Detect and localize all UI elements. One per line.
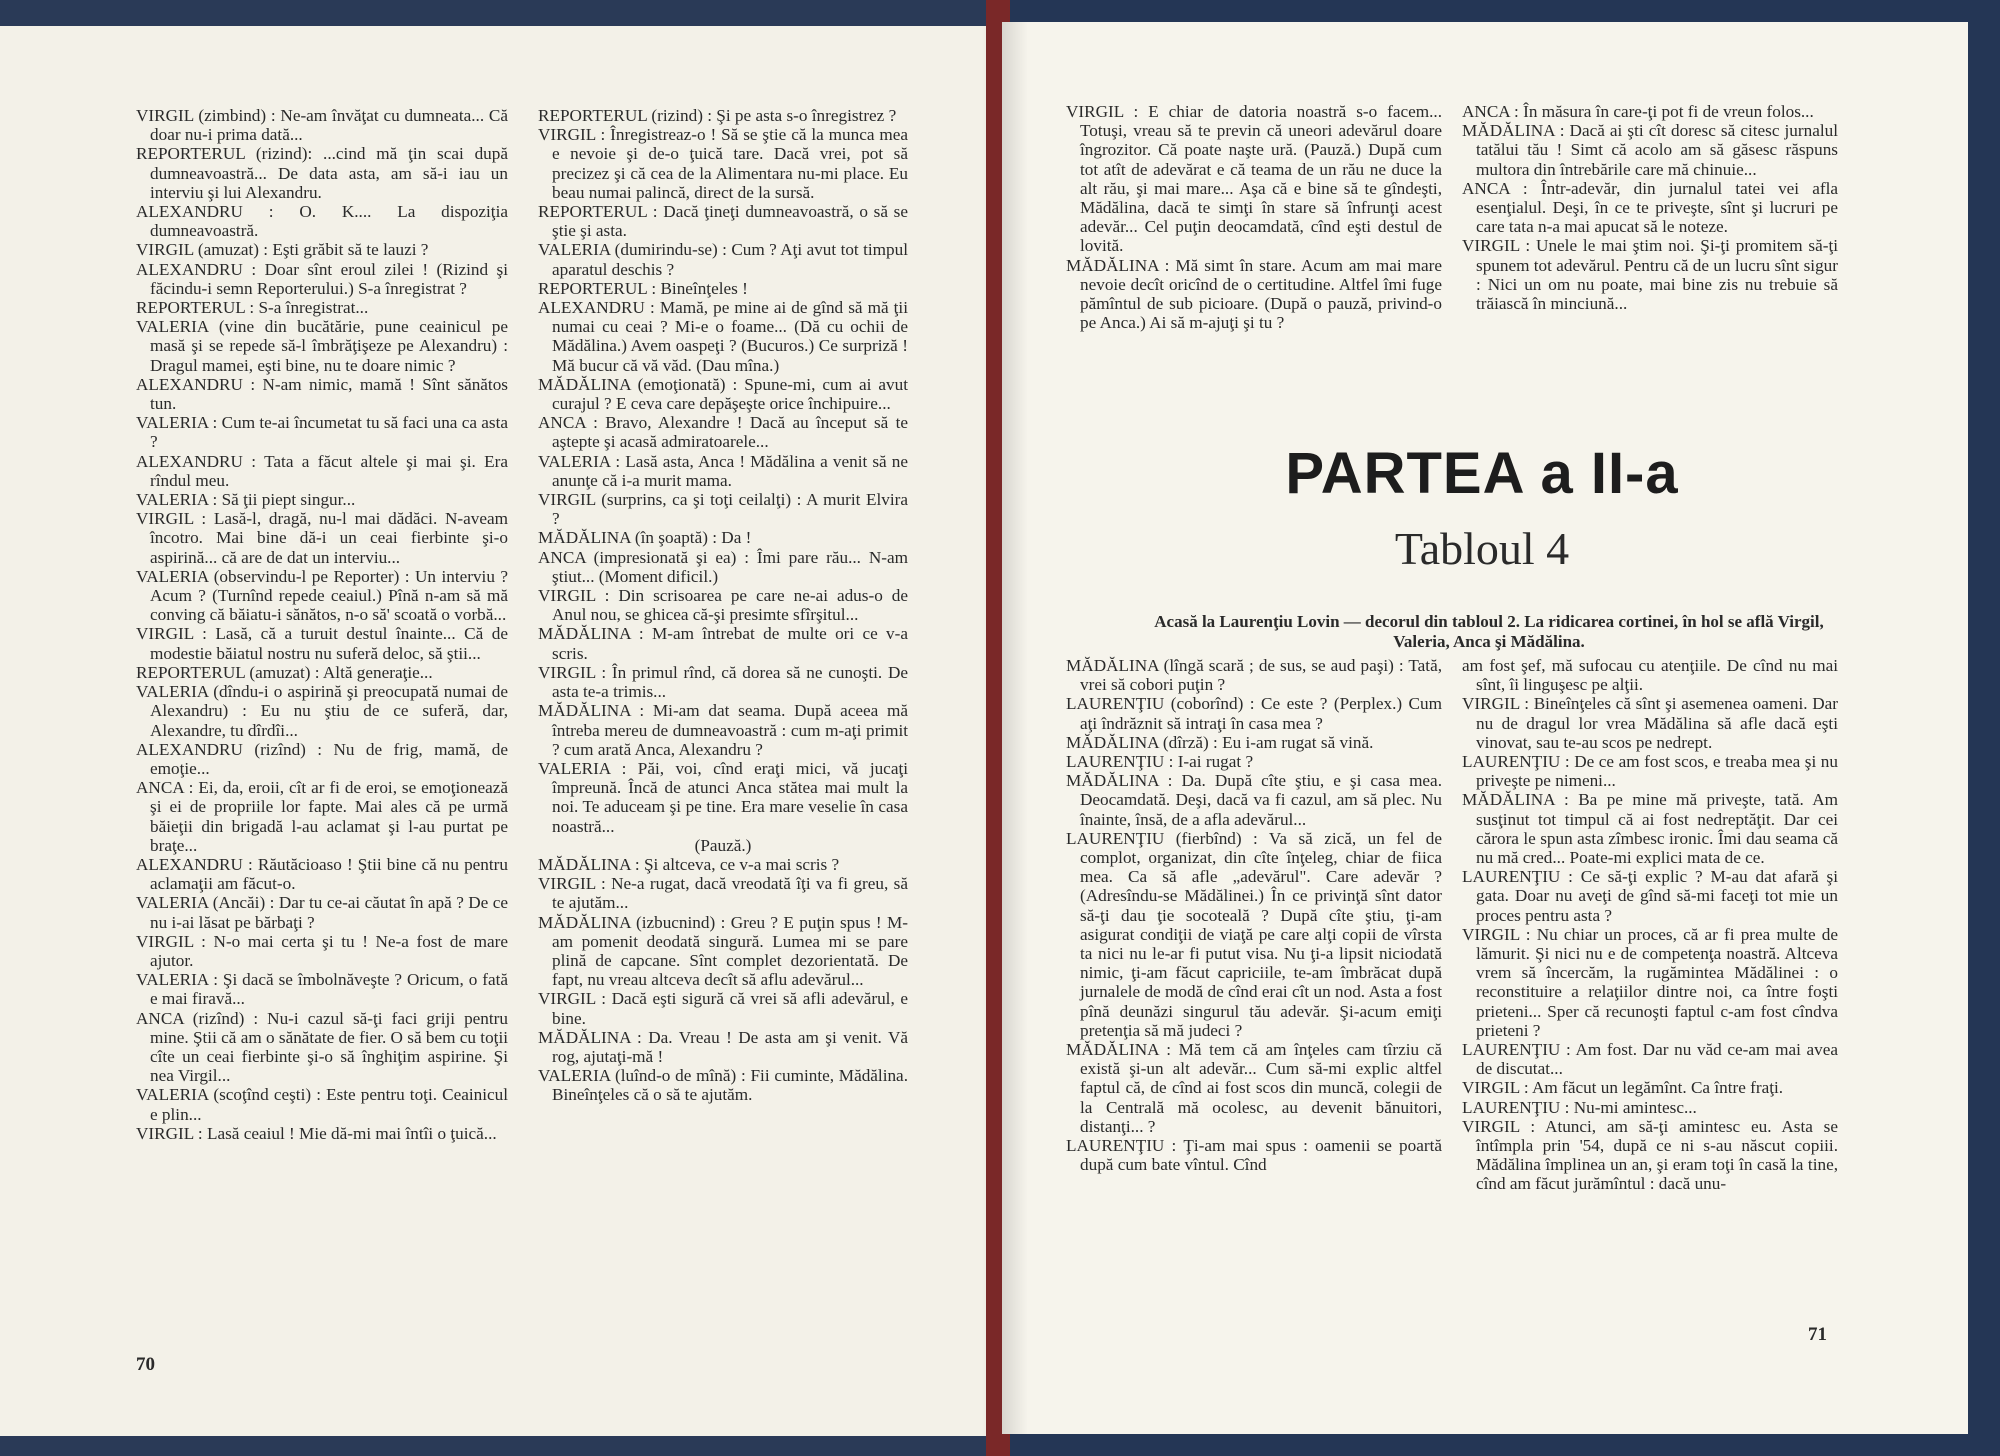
dialogue-line: VIRGIL : Am făcut un legămînt. Ca între fraţi. <box>1462 1078 1784 1098</box>
dialogue-line: REPORTERUL : Dacă ţineţi dumneavoastră, o să se ştie şi asta. <box>538 202 908 241</box>
dialogue-line: ANCA : În măsura în care-ţi pot fi de vreun folos... <box>1462 102 1814 121</box>
dialogue-line: MĂDĂLINA (emoţionată) : Spune-mi, cum ai avut curajul ? E ceva care depăşeşte orice închipuire... <box>538 374 908 414</box>
dialogue-line: REPORTERUL (amuzat) : Altă generaţie... <box>136 662 433 682</box>
dialogue-line: LAURENŢIU : Am fost. Dar nu văd ce-am mai avea de discutat... <box>1462 1040 1838 1079</box>
dialogue-line: VIRGIL : Lasă, că a turuit destul înainte... Că de modestie băiatul nostru nu suferă deloc, să ştii... <box>136 624 508 663</box>
dialogue-line: ANCA (impresionată şi ea) : Îmi pare rău... N-am ştiut... (Moment dificil.) <box>538 547 908 586</box>
dialogue-line: VIRGIL (zimbind) : Ne-am învăţat cu dumneata... Că doar nu-i prima dată... <box>136 106 508 145</box>
dialogue-line: VALERIA (dîndu-i o aspirină şi preocupată numai de Alexandru) : Eu nu ştiu de ce suferă, dar, Alexandre, tu dîrdîi... <box>136 682 508 740</box>
dialogue-line: ANCA : Bravo, Alexandre ! Dacă au început să te aştepte şi acasă admiratoarele... <box>538 413 908 452</box>
tableau-title: Tabloul 4 <box>1394 523 1570 574</box>
dialogue-line: MĂDĂLINA (în şoaptă) : Da ! <box>538 528 752 548</box>
dialogue-line: ALEXANDRU (rizînd) : Nu de frig, mamă, de emoţie... <box>136 739 508 778</box>
dialogue-line: VALERIA (luînd-o de mînă) : Fii cuminte, Mădălina. Bineînţeles că o să te ajutăm. <box>538 1066 908 1105</box>
right-gutter-shadow <box>1002 22 1028 1434</box>
dialogue-line: VIRGIL : N-o mai certa şi tu ! Ne-a fost de mare ajutor. <box>136 931 508 970</box>
left-column-2 <box>538 106 908 1356</box>
left-column-1 <box>136 106 508 1356</box>
dialogue-line: LAURENŢIU : De ce am fost scos, e treaba mea şi nu priveşte pe nimeni... <box>1462 752 1838 791</box>
stage-direction: Acasă la Laurenţiu Lovin — decorul din tabloul 2. La ridicarea cortinei, în hol se află Virgil, Valeria, Anca şi Mădălina. <box>1154 612 1824 651</box>
dialogue-line: VIRGIL : Înregistreaz-o ! Să se ştie că la munca mea e nevoie şi de-o ţuică tare. Dacă vrei, pot să precizez şi că cea de la Alimentara nu-mi place. Eu beau numai palincă, direct de la sursă. <box>538 125 908 202</box>
dialogue-line: VIRGIL : Atunci, am să-ţi amintesc eu. Asta se întîmpla prin '54, după ce ni s-au născut copiii. Mădălina împlinea un an, şi eram toţi în casă la tine, cînd am făcut jurămîntul : dacă unu- <box>1462 1116 1838 1194</box>
dialogue-line: VALERIA (Ancăi) : Dar tu ce-ai căutat în apă ? De ce nu i-ai lăsat pe bărbaţi ? <box>136 893 508 932</box>
part-title: PARTEA a II-a <box>1285 441 1679 506</box>
right-page <box>1002 22 1968 1434</box>
dialogue-line: LAURENŢIU (fierbînd) : Va să zică, un fel de complot, organizat, din cîte înţeleg, chiar de fiica mea. Ca să afle „adevărul". Care adevăr ? (Adresîndu-se Mădălinei.) În ce privinţă sînt dator să-ţi dau ţie socoteală ? După cîte ştiu, ţi-am asigurat condiţii de viaţă pe care alţi copii de vîrsta ta nici nu le-ar fi putut visa. Nu ţi-a lipsit niciodată nimic, ţi-am făcut capriciile, te-am îmbrăcat după jurnalele de modă de cînd erai cît un nod. Asta a fost pînă deunăzi singurul tău adevăr. Şi-acum emiţi pretenţia să mă judeci ? <box>1066 828 1442 1040</box>
dialogue-line: ALEXANDRU : Tata a făcut altele şi mai şi. Era rîndul meu. <box>136 451 508 490</box>
dialogue-line: VALERIA : Păi, voi, cînd eraţi mici, vă jucaţi împreună. Încă de atunci Anca stătea mai mult la noi. Te aduceam şi pe tine. Era mare veselie în casa noastră... <box>538 758 908 836</box>
dialogue-line: MĂDĂLINA : Da. Vreau ! De asta am şi venit. Vă rog, ajutaţi-mă ! <box>538 1027 908 1066</box>
dialogue-line: MĂDĂLINA : Şi altceva, ce v-a mai scris ? <box>538 854 840 874</box>
dialogue-line: MĂDĂLINA (dîrză) : Eu i-am rugat să vină. <box>1066 732 1374 752</box>
dialogue-line: MĂDĂLINA : Mi-am dat seama. După aceea mă întreba mereu de dumneavoastră : cum m-aţi primit ? cum arată Anca, Alexandru ? <box>538 701 908 759</box>
right-column-2-bottom <box>1462 656 1838 1346</box>
dialogue-line: LAURENŢIU : Ţi-am mai spus : oamenii se poartă după cum bate vîntul. Cînd <box>1066 1136 1442 1175</box>
right-column-1-top <box>1066 102 1442 392</box>
dialogue-line: LAURENŢIU : Ce să-ţi explic ? M-au dat afară şi gata. Doar nu aveţi de gînd să-mi faceţi tot mie un proces pentru asta ? <box>1462 867 1838 925</box>
dialogue-line: MĂDĂLINA : Mă tem că am înţeles cam tîrziu că există şi-un alt adevăr... Cum să-mi explic altfel faptul că, de cînd ai fost scos din muncă, colegii de la Centrală mă ocolesc, au devenit bănuitori, distanţi... ? <box>1066 1040 1442 1136</box>
dialogue-line: MĂDĂLINA : Ba pe mine mă priveşte, tată. Am susţinut tot timpul că ai fost nedreptăţit. Dar cei cărora le spun asta zîmbesc ironic. Îmi dau seama că nu mă cred... Poate-mi explici mata de ce. <box>1462 790 1838 868</box>
dialogue-line: MĂDĂLINA (lîngă scară ; de sus, se aud paşi) : Tată, vrei să cobori puţin ? <box>1066 656 1442 695</box>
dialogue-line: ALEXANDRU : Răutăcioaso ! Ştii bine că nu pentru aclamaţii am făcut-o. <box>136 854 508 894</box>
dialogue-line: REPORTERUL : Bineînţeles ! <box>538 278 748 298</box>
dialogue-line: ANCA (rizînd) : Nu-i cazul să-ţi faci griji pentru mine. Ştii că am o sănătate de fier. O să bem cu toţii cîte un ceai fierbinte şi-o să înghiţim aspirine. Şi nea Virgil... <box>136 1008 508 1086</box>
dialogue-line: VIRGIL : Lasă-l, dragă, nu-l mai dădăci. N-aveam încotro. Mai bine dă-i un ceai fierbinte şi-o aspirină... că are de dat un interviu... <box>136 509 508 567</box>
dialogue-line: am fost şef, mă sufocau cu atenţiile. De cînd nu mai sînt, îi linguşesc pe alţii. <box>1462 656 1838 695</box>
dialogue-line: MĂDĂLINA (izbucnind) : Greu ? E puţin spus ! M-am pomenit deodată singură. Lumea mi se pare plină de capcane. Sînt complet dezorientată. De fapt, nu vreau altceva decît să aflu adevărul... <box>538 912 908 990</box>
right-column-2-top <box>1462 102 1838 402</box>
dialogue-line: MĂDĂLINA : Dacă ai şti cît doresc să citesc jurnalul tatălui tău ! Simt că acolo am să găsesc răspuns multora din întrebările care mă chinuie... <box>1462 121 1838 179</box>
dialogue-line: VIRGIL : Dacă eşti sigură că vrei să afli adevărul, e bine. <box>538 989 908 1028</box>
page-number-left: 70 <box>136 1354 155 1375</box>
dialogue-line: VIRGIL : Ne-a rugat, dacă vreodată îţi va fi greu, să te ajutăm... <box>538 874 908 913</box>
dialogue-line: VALERIA : Cum te-ai încumetat tu să faci una ca asta ? <box>136 413 508 452</box>
dialogue-line: ANCA : Ei, da, eroii, cît ar fi de eroi, se emoţionează şi ei de propriile lor fapte. Mai ales că pe urmă băieţii din brigadă l-au aclamat şi l-au purtat pe braţe... <box>136 778 508 855</box>
dialogue-line: VIRGIL : Unele le mai ştim noi. Şi-ţi promitem să-ţi spunem tot adevărul. Pentru că de un lucru sînt sigur : Nici un om nu poate, mai bine zis nu trebuie să trăiască în minciună... <box>1462 236 1838 314</box>
dialogue-line: ALEXANDRU : Mamă, pe mine ai de gînd să mă ţii numai cu ceai ? Mi-e o foame... (Dă cu ochii de Mădălina.) Avem oaspeţi ? (Bucuros.) Ce surpriză ! Mă bucur că vă văd. (Dau mîna.) <box>538 298 908 375</box>
dialogue-line: REPORTERUL : S-a înregistrat... <box>136 298 369 318</box>
dialogue-line: VALERIA (observindu-l pe Reporter) : Un interviu ? Acum ? (Turnînd repede ceaiul.) Pînă n-am să mă conving că băiatu-i sănătos, n-o să' scoată o vorbă... <box>136 566 508 625</box>
dialogue-line: LAURENŢIU (coborînd) : Ce este ? (Perplex.) Cum aţi îndrăznit să intraţi în casa mea ? <box>1066 694 1442 733</box>
dialogue-line: VALERIA : Lasă asta, Anca ! Mădălina a venit să ne anunţe că i-a murit mama. <box>538 451 908 490</box>
dialogue-line: VIRGIL : În primul rînd, că dorea să ne cunoşti. De asta te-a trimis... <box>538 662 908 702</box>
dialogue-line: VIRGIL : E chiar de datoria noastră s-o facem... Totuşi, vreau să te previn că uneori adevărul doare îngrozitor. Că poate naşte ură. (Pauză.) După cum tot atît de adevărat e că teama de un rău ne duce la alt rău, şi mai mare... Aşa că e bine să te gîndeşti, Mădălina, dacă te simţi în stare să înfrunţi acest adevăr... Cel puţin deocamdată, cînd eşti destul de lovită. <box>1066 102 1442 256</box>
dialogue-line: VIRGIL (amuzat) : Eşti grăbit să te lauzi ? <box>136 240 429 260</box>
dialogue-line: VIRGIL : Lasă ceaiul ! Mie dă-mi mai întîi o ţuică... <box>136 1123 497 1143</box>
dialogue-line: MĂDĂLINA : Da. După cîte ştiu, e şi casa mea. Deocamdată. Deşi, dacă va fi cazul, am să plec. Nu înainte, însă, de a afla adevărul... <box>1066 771 1442 829</box>
dialogue-line: REPORTERUL (rizind) : Şi pe asta s-o înregistrez ? <box>538 106 897 125</box>
dialogue-line: VIRGIL : Nu chiar un proces, că ar fi prea multe de lămurit. Şi nici nu e de competenţa noastră. Altceva vrem să încercăm, la rugămintea Mădălinei : o reconstituire a relaţiilor dintre noi, ca între foşti prieteni... Sper că recunoşti faptul c-am fost cîndva prieteni ? <box>1462 924 1838 1040</box>
dialogue-line: VIRGIL (surprins, ca şi toţi ceilalţi) : A murit Elvira ? <box>538 490 908 529</box>
dialogue-line: VALERIA (vine din bucătărie, pune ceainicul pe masă şi se repede să-l îmbrăţişeze pe Alexandru) : Dragul mamei, eşti bine, nu te doare nimic ? <box>136 317 508 375</box>
left-page <box>0 26 1000 1436</box>
dialogue-line: VIRGIL : Bineînţeles că sînt şi asemenea oameni. Dar nu de dragul lor vrea Mădălina să afle dacă eşti vinovat, sau te-au scos pe nedrept. <box>1462 694 1838 752</box>
dialogue-line: LAURENŢIU : Nu-mi amintesc... <box>1462 1097 1697 1117</box>
dialogue-line: VALERIA : Să ţii piept singur... <box>136 490 356 510</box>
right-column-1-bottom <box>1066 656 1442 1346</box>
dialogue-line: MĂDĂLINA : M-am întrebat de multe ori ce v-a scris. <box>538 624 908 663</box>
dialogue-line: VALERIA : Şi dacă se îmbolnăveşte ? Oricum, o fată e mai firavă... <box>136 970 508 1009</box>
dialogue-line: ALEXANDRU : N-am nimic, mamă ! Sînt sănătos tun. <box>136 374 508 414</box>
dialogue-line: VIRGIL : Din scrisoarea pe care ne-ai adus-o de Anul nou, se ghicea că-şi presimte sfîrşitul... <box>538 586 908 625</box>
dialogue-line: VALERIA (scoţînd ceşti) : Este pentru toţi. Ceainicul e plin... <box>136 1085 508 1124</box>
page-number-right: 71 <box>1808 1324 1827 1345</box>
dialogue-line: VALERIA (dumirindu-se) : Cum ? Aţi avut tot timpul aparatul deschis ? <box>538 240 908 279</box>
dialogue-line: (Pauză.) <box>694 835 752 855</box>
dialogue-line: ALEXANDRU : O. K.... La dispoziţia dumneavoastră. <box>136 202 508 241</box>
dialogue-line: LAURENŢIU : I-ai rugat ? <box>1066 752 1254 772</box>
dialogue-line: REPORTERUL (rizind): ...cind mă ţin scai după dumneavoastră... De data asta, am să-i iau un interviu şi lui Alexandru. <box>136 144 508 202</box>
dialogue-line: ANCA : Într-adevăr, din jurnalul tatei vei afla esenţialul. Deşi, în ce te priveşte, sînt şi lucruri pe care tata n-a mai apucat să le noteze. <box>1462 178 1838 237</box>
dialogue-line: ALEXANDRU : Doar sînt eroul zilei ! (Rizind şi făcindu-i semn Reporterului.) S-a înregistrat ? <box>136 259 508 298</box>
dialogue-line: MĂDĂLINA : Mă simt în stare. Acum am mai mare nevoie decît oricînd de o certitudine. Altfel îmi fuge pămîntul de sub picioare. (După o pauză, privind-o pe Anca.) Ai să m-ajuţi şi tu ? <box>1066 255 1442 333</box>
